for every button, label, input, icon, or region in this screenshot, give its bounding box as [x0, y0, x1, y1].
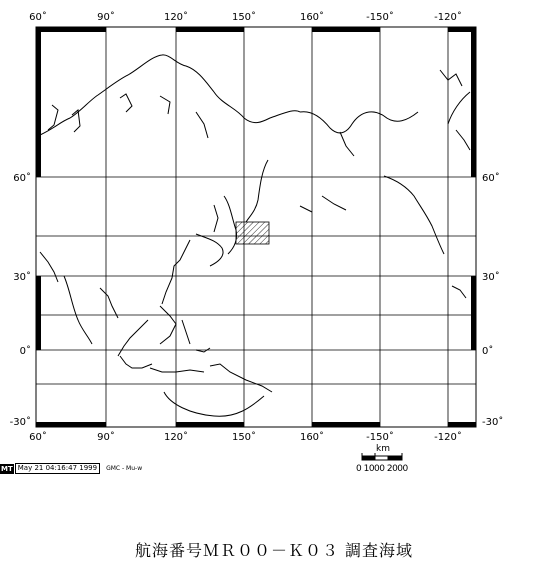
bottom-tick-label: 120˚ [163, 432, 189, 443]
top-tick-label: 60˚ [29, 12, 47, 23]
right-latitude-labels [482, 172, 503, 428]
right-tick-label: 0˚ [482, 346, 494, 357]
bottom-longitude-labels [29, 431, 462, 443]
bottom-tick-label: -150˚ [366, 432, 394, 443]
left-tick-label: 60˚ [13, 173, 31, 184]
top-tick-label: -120˚ [434, 12, 462, 23]
right-tick-label: 30˚ [482, 272, 500, 283]
scale-labels: 0 1000 2000 [356, 464, 408, 474]
bottom-tick-label: 60˚ [29, 432, 47, 443]
right-tick-label: -30˚ [482, 417, 504, 428]
left-latitude-labels [10, 172, 31, 428]
map-title: 航海番号ＭＲ００－Ｋ０３ 調査海域 [134, 541, 414, 560]
top-tick-label: 160˚ [299, 12, 325, 23]
stamp-source: GMC - Mu-w [106, 465, 143, 472]
bottom-tick-label: 160˚ [299, 432, 325, 443]
top-tick-label: -150˚ [366, 12, 394, 23]
stamp-date: May 21 04:16:47 1999 [15, 463, 100, 474]
right-tick-label: 60˚ [482, 173, 500, 184]
left-tick-label: 30˚ [13, 272, 31, 283]
top-longitude-labels [29, 11, 462, 23]
survey-area [236, 222, 269, 244]
bottom-tick-label: 90˚ [97, 432, 115, 443]
top-tick-label: 120˚ [163, 12, 189, 23]
top-tick-label: 90˚ [97, 12, 115, 23]
left-tick-label: -30˚ [9, 417, 31, 428]
timestamp-stamp [0, 463, 142, 474]
scale-bar [362, 453, 402, 460]
scale-unit: km [376, 444, 390, 454]
bottom-tick-label: -120˚ [434, 432, 462, 443]
left-tick-label: 0˚ [19, 346, 31, 357]
stamp-logo: MT [1, 464, 13, 473]
top-tick-label: 150˚ [231, 12, 257, 23]
bottom-tick-label: 150˚ [231, 432, 257, 443]
